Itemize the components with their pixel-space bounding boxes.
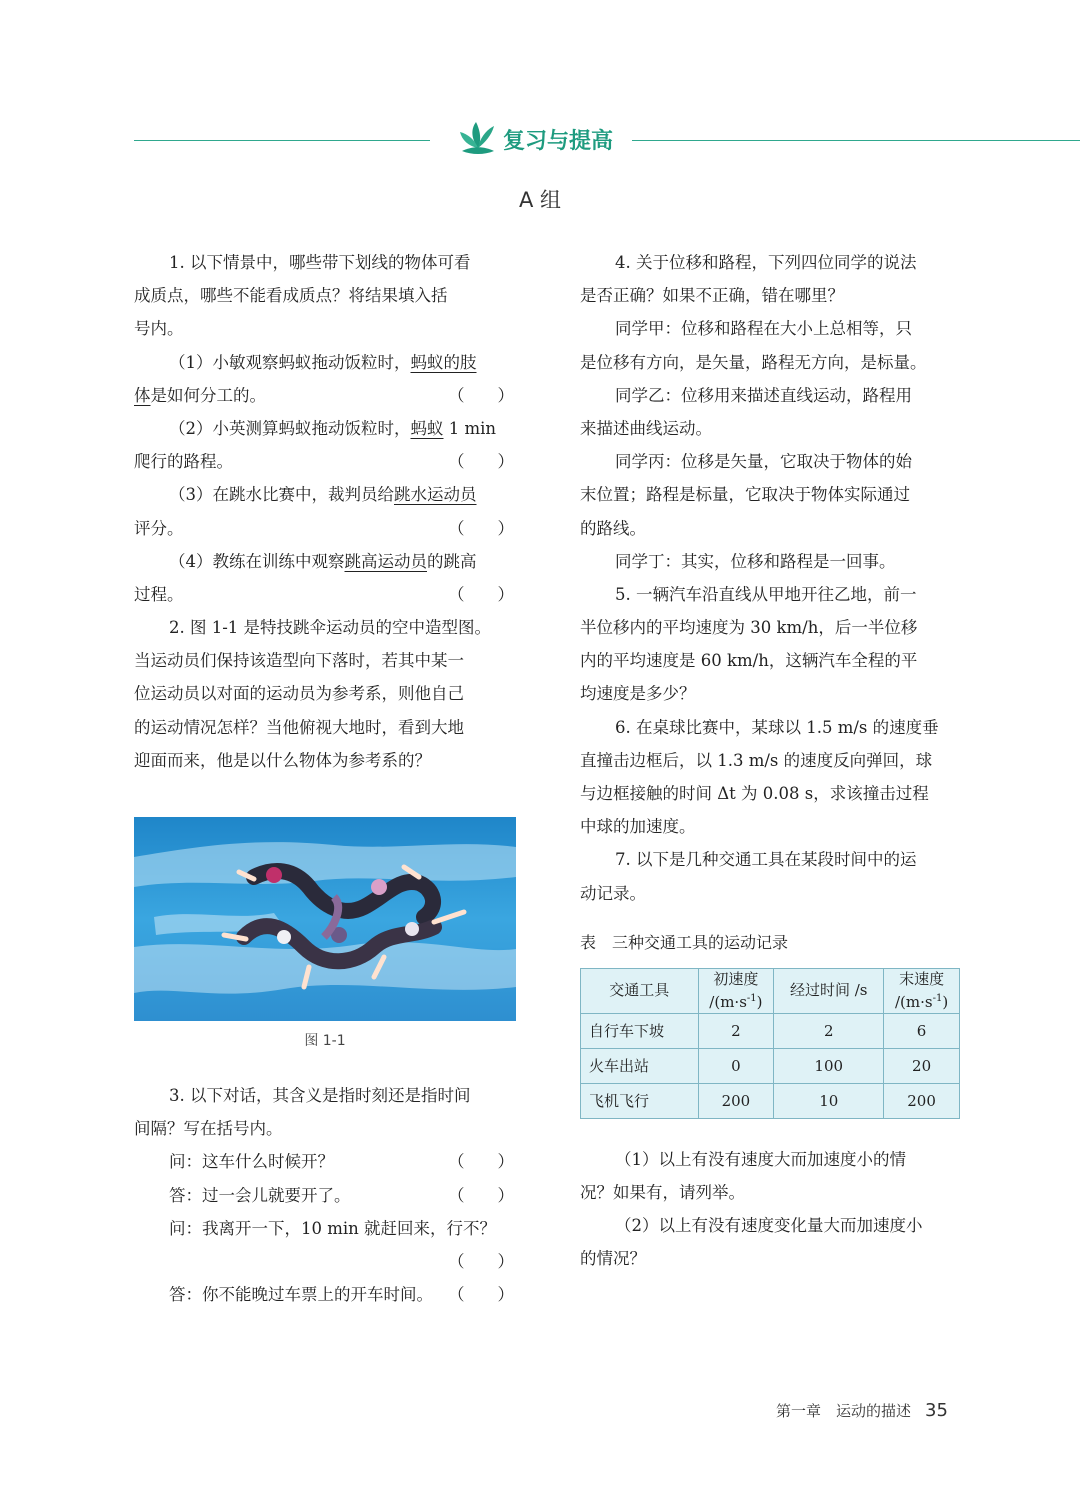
q1-line: 1. 以下情景中，哪些带下划线的物体可看	[169, 253, 471, 272]
q1-item-4-line2: 过程。 （ ）	[134, 578, 518, 611]
section-title: 复习与提高	[503, 129, 614, 154]
q4-line: 的路线。	[580, 518, 646, 538]
q1-line: 成质点，哪些不能看成质点？将结果填入括	[134, 286, 448, 306]
motion-record-table	[580, 968, 960, 1119]
group-title: A 组	[518, 188, 562, 212]
q2-line: 2. 图 1-1 是特技跳伞运动员的空中造型图。	[169, 618, 492, 638]
table-cell: 火车出站	[581, 1048, 699, 1083]
q6-line: 与边框接触的时间 Δt 为 0.08 s，求该撞击过程	[580, 784, 929, 803]
left-column	[134, 246, 518, 1311]
underlined-object: 跳高运动员	[344, 551, 427, 571]
q7-sub-line: 况？如果有，请列举。	[580, 1182, 745, 1202]
q7-line: 7. 以下是几种交通工具在某段时间中的运	[615, 850, 917, 870]
q7-sub-line: （1）以上有没有速度大而加速度小的情	[615, 1149, 906, 1169]
answer-bracket: （ ）	[448, 1251, 514, 1271]
q4-line: 是位移有方向，是矢量，路程无方向，是标量。	[580, 352, 927, 372]
q4-line: 末位置；路程是标量，它取决于物体实际通过	[580, 485, 910, 505]
header-cell: 初速度 $/(m\cdot s^{-1})$	[698, 968, 774, 1013]
skydivers-photo	[134, 817, 516, 1021]
answer-bracket: （ ）	[448, 1285, 514, 1305]
underlined-object: 跳水运动员	[394, 485, 477, 505]
q2-line: 的运动情况怎样？当他俯视大地时，看到大地	[134, 717, 464, 737]
q1-item-4-line1: （4）教练在训练中观察跳高运动员的跳高	[169, 551, 477, 571]
q6-line: 6. 在桌球比赛中，某球以 1.5 m/s 的速度垂	[615, 717, 939, 737]
q3-dialog-line: 答：过一会儿就要开了。 （ ）	[134, 1179, 518, 1212]
table-header-row	[581, 968, 960, 1013]
answer-bracket: （ ）	[448, 1185, 514, 1205]
q7-line: 动记录。	[580, 883, 646, 903]
q1-item-3-line2: 评分。 （ ）	[134, 512, 518, 545]
q6-line: 直撞击边框后，以 1.3 m/s 的速度反向弹回，球	[580, 750, 933, 770]
q3-dialog-line	[134, 1245, 518, 1278]
underlined-object: 蚂蚁的肢	[410, 352, 477, 372]
q2-line: 当运动员们保持该造型向下落时，若其中某一	[134, 651, 464, 671]
header-rule-right	[632, 140, 1080, 141]
q1-item-1-line2: 体是如何分工的。 （ ）	[134, 379, 518, 412]
header-cell: 末速度 $/(m\cdot s^{-1})$	[884, 968, 960, 1013]
answer-bracket: （ ）	[448, 1152, 514, 1172]
q1-item-1-line1: （1）小敏观察蚂蚁拖动饭粒时，蚂蚁的肢	[169, 352, 477, 372]
q4-line: 来描述曲线运动。	[580, 418, 712, 438]
q2-line: 位运动员以对面的运动员为参考系，则他自己	[134, 684, 464, 704]
q7-sub-line: 的情况？	[580, 1249, 646, 1269]
table-cell: 6	[884, 1013, 960, 1048]
answer-bracket: （ ）	[448, 518, 514, 538]
header-cell: 交通工具	[581, 968, 699, 1013]
table-cell: 自行车下坡	[581, 1013, 699, 1048]
q4-line: 4. 关于位移和路程，下列四位同学的说法	[615, 253, 917, 272]
table-row	[581, 1013, 960, 1048]
q4-line: 是否正确？如果不正确，错在哪里？	[580, 286, 844, 306]
header-rule-left	[134, 140, 430, 141]
page-footer	[776, 1400, 948, 1421]
table-row	[581, 1083, 960, 1118]
q1-item-2-line2: 爬行的路程。 （ ）	[134, 445, 518, 478]
underlined-object: 体	[134, 385, 151, 405]
q6-line: 中球的加速度。	[580, 817, 696, 837]
q1-item-2-line1: （2）小英测算蚂蚁拖动饭粒时，蚂蚁 1 min	[169, 418, 497, 438]
answer-bracket: （ ）	[448, 584, 514, 604]
q4-line: 同学丁：其实，位移和路程是一回事。	[615, 551, 896, 571]
q4-line: 同学丙：位移是矢量，它取决于物体的始	[615, 452, 912, 472]
chapter-label: 第一章 运动的描述	[776, 1402, 912, 1420]
answer-bracket: （ ）	[448, 452, 514, 472]
q4-line: 同学甲：位移和路程在大小上总相等，只	[615, 319, 912, 339]
table-cell: 200	[884, 1083, 960, 1118]
q3-dialog-line: 问：我离开一下，10 min 就赶回来，行不？	[169, 1218, 497, 1238]
table-cell: 200	[698, 1083, 774, 1118]
answer-bracket: （ ）	[448, 385, 514, 405]
page-number: 35	[925, 1400, 948, 1421]
table-title: 表 三种交通工具的运动记录	[580, 932, 789, 952]
underlined-object: 蚂蚁	[410, 418, 444, 438]
table-cell: 0	[698, 1048, 774, 1083]
table-cell: 飞机飞行	[581, 1083, 699, 1118]
q5-line: 5. 一辆汽车沿直线从甲地开往乙地，前一	[615, 584, 917, 604]
q5-line: 半位移内的平均速度为 30 km/h，后一半位移	[580, 618, 918, 638]
table-row	[581, 1048, 960, 1083]
leaf-logo-icon	[458, 118, 498, 158]
q3-dialog-line: 答：你不能晚过车票上的开车时间。 （ ）	[134, 1278, 518, 1311]
figure-caption: 图 1-1	[304, 1033, 346, 1049]
table-cell: 2	[698, 1013, 774, 1048]
header-cell: 经过时间 /s	[774, 968, 884, 1013]
table-cell: 2	[774, 1013, 884, 1048]
q3-line: 3. 以下对话，其含义是指时刻还是指时间	[169, 1086, 471, 1105]
q3-line: 间隔？写在括号内。	[134, 1119, 283, 1139]
table-cell: 10	[774, 1083, 884, 1118]
q3-dialog-line: 问：这车什么时候开？ （ ）	[134, 1145, 518, 1178]
table-cell: 100	[774, 1048, 884, 1083]
q1-item-3-line1: （3）在跳水比赛中，裁判员给跳水运动员	[169, 485, 477, 505]
q5-line: 均速度是多少？	[580, 684, 696, 704]
q2-line: 迎面而来，他是以什么物体为参考系的？	[134, 750, 431, 770]
table-cell: 20	[884, 1048, 960, 1083]
q7-sub-line: （2）以上有没有速度变化量大而加速度小	[615, 1216, 923, 1236]
q1-line: 号内。	[134, 319, 184, 339]
q4-line: 同学乙：位移用来描述直线运动，路程用	[615, 385, 912, 405]
q5-line: 内的平均速度是 60 km/h，这辆汽车全程的平	[580, 651, 918, 671]
right-column	[580, 246, 960, 1276]
